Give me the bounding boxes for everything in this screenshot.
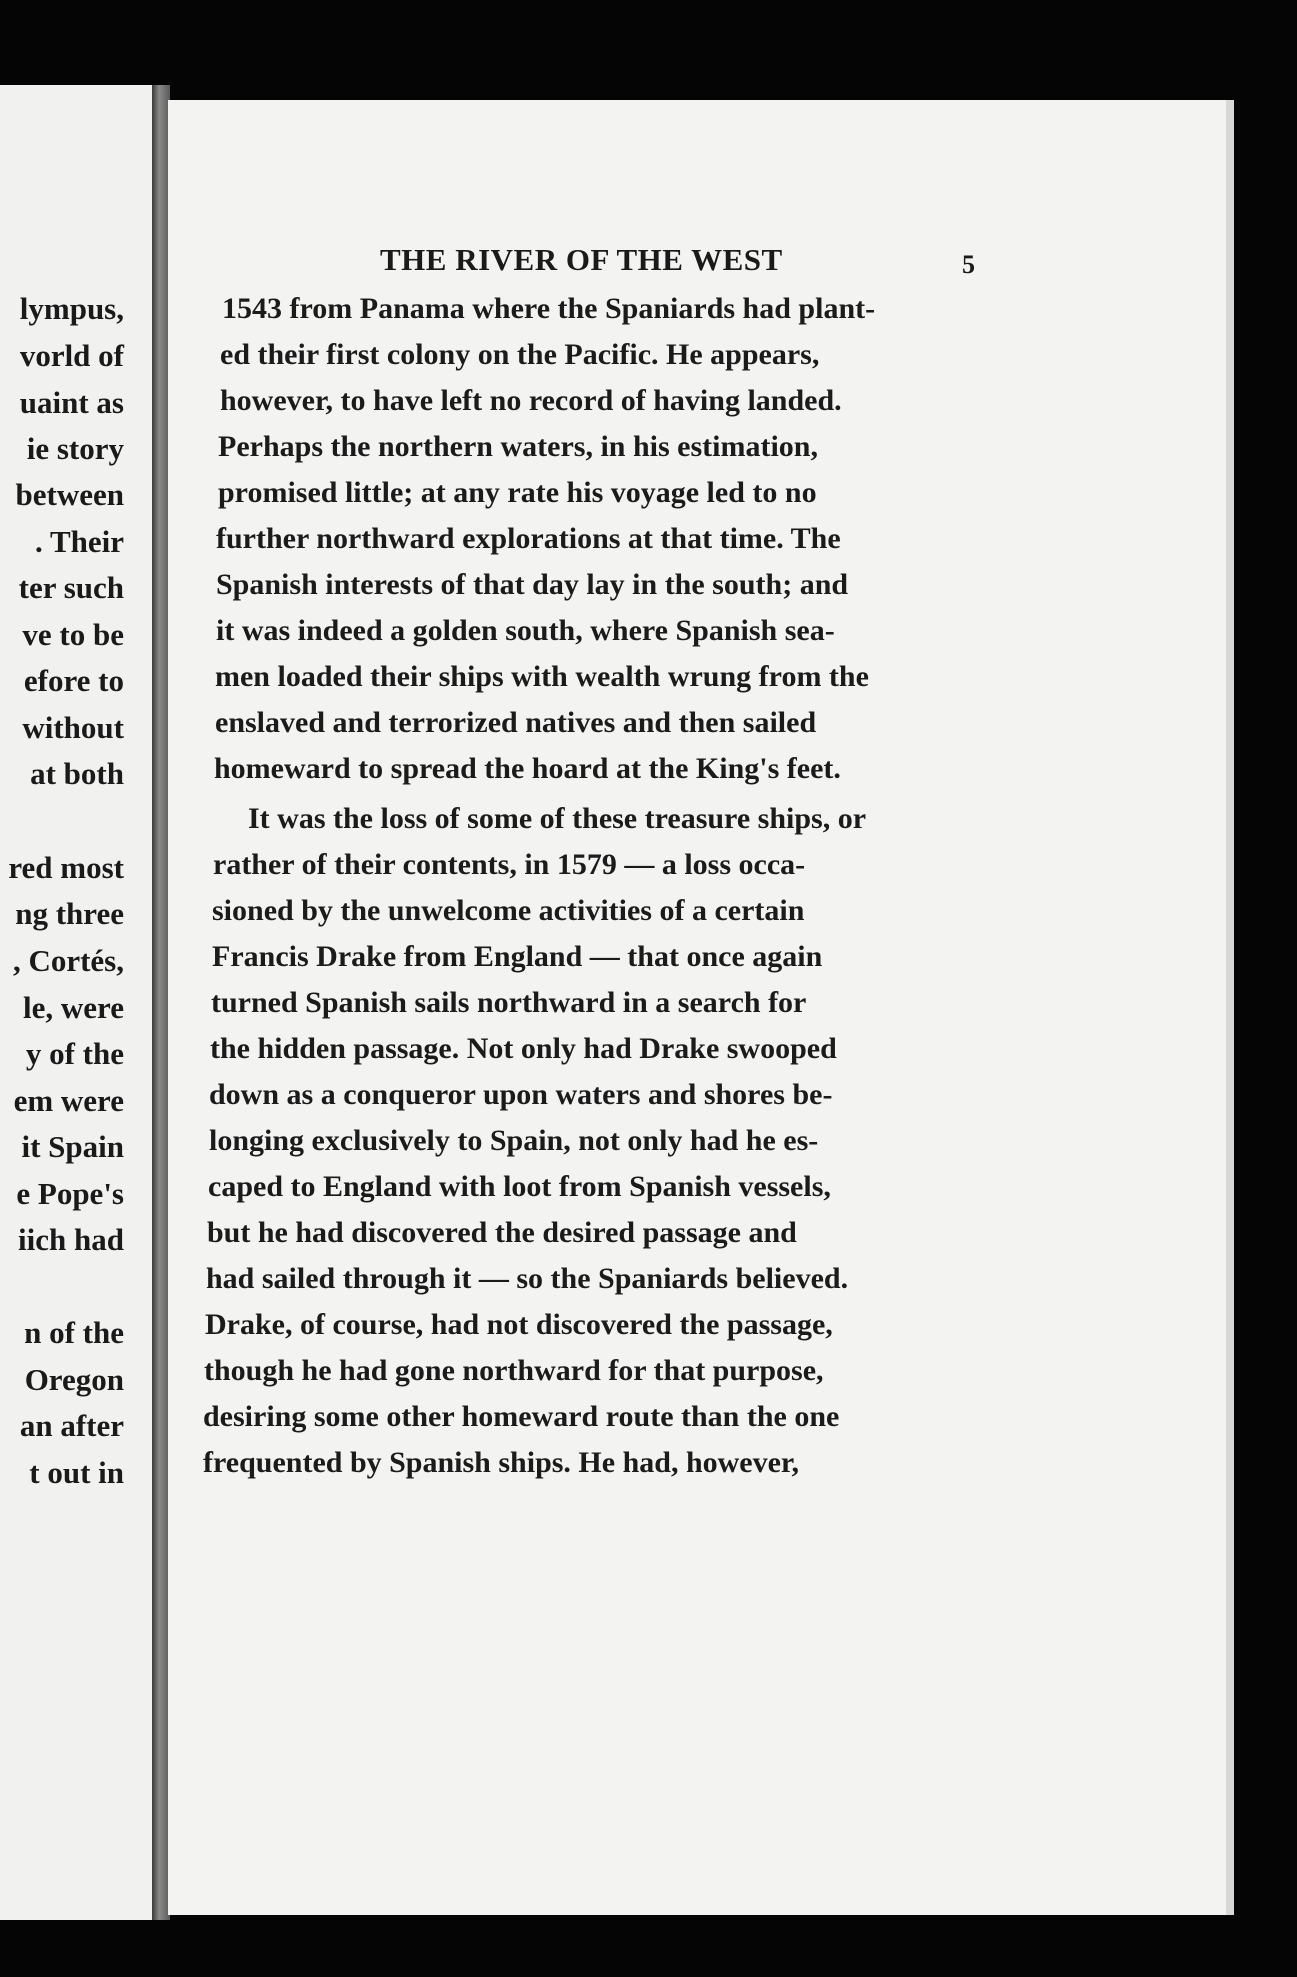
text-line: frequented by Spanish ships. He had, however, — [203, 1446, 799, 1479]
text-line: ed their first colony on the Pacific. He appears, — [220, 338, 820, 371]
page-number: 5 — [962, 250, 975, 279]
text-line: down as a conqueror upon waters and shores be- — [209, 1078, 833, 1111]
left-page-line: y of the — [25, 1036, 124, 1071]
text-line: however, to have left no record of having landed. — [220, 384, 842, 417]
left-page-fragment — [0, 85, 162, 1920]
text-line: turned Spanish sails northward in a search for — [211, 986, 807, 1019]
left-page-line: . Their — [35, 524, 124, 559]
left-page-line: red most — [8, 850, 124, 885]
left-page-line: e Pope's — [16, 1176, 124, 1211]
left-page-line: n of the — [24, 1315, 124, 1350]
text-line: desiring some other homeward route than the one — [203, 1400, 840, 1433]
text-line: Francis Drake from England — that once again — [212, 940, 823, 973]
text-line: Drake, of course, had not discovered the passage, — [205, 1308, 833, 1341]
text-line: It was the loss of some of these treasure ships, or — [248, 802, 867, 835]
text-line: further northward explorations at that time. The — [216, 522, 841, 555]
text-line: it was indeed a golden south, where Spanish sea- — [216, 614, 835, 647]
left-page-line: Oregon — [24, 1362, 124, 1397]
text-line: Spanish interests of that day lay in the south; and — [216, 568, 849, 601]
left-page-line: efore to — [23, 663, 124, 698]
running-head: THE RIVER OF THE WEST — [380, 242, 783, 277]
left-page-line: ng three — [15, 896, 124, 931]
text-line: had sailed through it — so the Spaniards believed. — [206, 1262, 849, 1295]
left-page-line: lympus, — [19, 291, 124, 326]
text-line: caped to England with loot from Spanish vessels, — [208, 1170, 831, 1203]
text-line: promised little; at any rate his voyage led to no — [218, 476, 817, 509]
left-page-line: ter such — [18, 570, 124, 605]
text-line: enslaved and terrorized natives and then sailed — [215, 706, 817, 739]
left-page-line: between — [15, 477, 124, 512]
left-page-line: ie story — [26, 431, 124, 466]
left-page-line: t out in — [29, 1455, 124, 1490]
text-line: but he had discovered the desired passage and — [207, 1216, 797, 1249]
left-page-line: without — [22, 710, 124, 745]
left-page-line: an after — [19, 1408, 124, 1443]
left-page-line: it Spain — [21, 1129, 124, 1164]
left-page-line: at both — [30, 756, 124, 791]
text-line: men loaded their ships with wealth wrung from the — [215, 660, 869, 693]
left-page-line: iich had — [18, 1222, 124, 1257]
text-line: homeward to spread the hoard at the King's feet. — [214, 752, 841, 785]
text-line: the hidden passage. Not only had Drake swooped — [210, 1032, 837, 1065]
text-line: sioned by the unwelcome activities of a certain — [212, 894, 805, 927]
text-line: longing exclusively to Spain, not only had he es- — [209, 1124, 819, 1157]
left-page-line: ve to be — [22, 617, 124, 652]
left-page-line: le, were — [23, 990, 124, 1025]
left-page-line: vorld of — [19, 338, 124, 373]
left-page-line: em were — [13, 1083, 124, 1118]
left-page-line: , Cortés, — [12, 943, 124, 978]
text-line: though he had gone northward for that purpose, — [204, 1354, 824, 1387]
left-page-line: uaint as — [19, 385, 124, 420]
text-line: rather of their contents, in 1579 — a loss occa- — [213, 848, 806, 881]
text-line: 1543 from Panama where the Spaniards had plant- — [222, 292, 876, 325]
text-line: Perhaps the northern waters, in his estimation, — [218, 430, 818, 463]
